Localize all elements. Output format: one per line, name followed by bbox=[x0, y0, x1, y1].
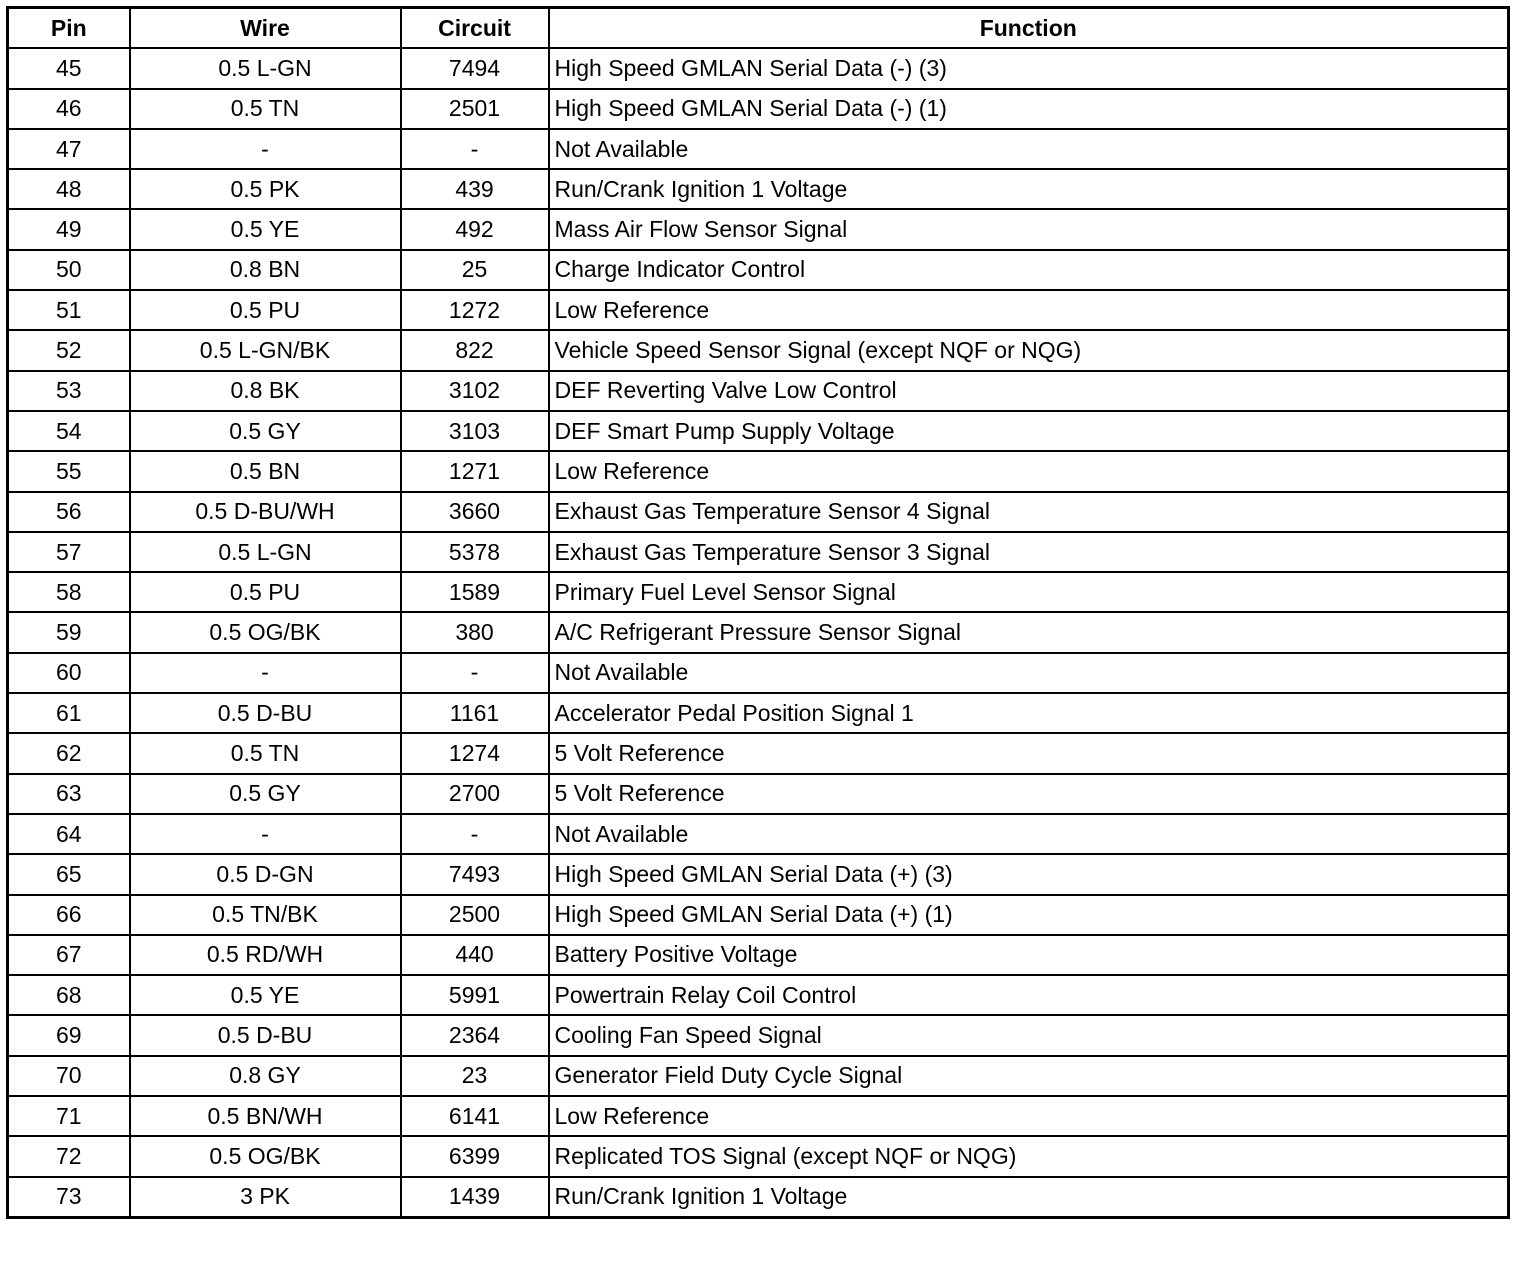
cell-pin: 54 bbox=[8, 411, 130, 451]
cell-function: Not Available bbox=[549, 653, 1509, 693]
cell-pin: 52 bbox=[8, 330, 130, 370]
cell-wire: 0.5 OG/BK bbox=[130, 612, 401, 652]
cell-pin: 50 bbox=[8, 250, 130, 290]
table-row bbox=[8, 854, 1509, 894]
table-row bbox=[8, 411, 1509, 451]
table-row bbox=[8, 612, 1509, 652]
cell-wire: 0.5 PU bbox=[130, 290, 401, 330]
cell-wire: 0.5 YE bbox=[130, 975, 401, 1015]
cell-circuit: 5991 bbox=[401, 975, 549, 1015]
cell-circuit: 7494 bbox=[401, 48, 549, 88]
cell-function: Exhaust Gas Temperature Sensor 4 Signal bbox=[549, 492, 1509, 532]
cell-pin: 62 bbox=[8, 733, 130, 773]
cell-pin: 55 bbox=[8, 451, 130, 491]
cell-function: Cooling Fan Speed Signal bbox=[549, 1015, 1509, 1055]
table-row bbox=[8, 209, 1509, 249]
cell-circuit: 3103 bbox=[401, 411, 549, 451]
cell-function: Vehicle Speed Sensor Signal (except NQF or NQG) bbox=[549, 330, 1509, 370]
cell-wire: 0.5 L-GN bbox=[130, 48, 401, 88]
cell-wire: 0.5 D-GN bbox=[130, 854, 401, 894]
cell-wire: 0.5 YE bbox=[130, 209, 401, 249]
cell-pin: 53 bbox=[8, 371, 130, 411]
cell-circuit: 2501 bbox=[401, 89, 549, 129]
cell-circuit: 6141 bbox=[401, 1096, 549, 1136]
cell-circuit: 1161 bbox=[401, 693, 549, 733]
cell-pin: 48 bbox=[8, 169, 130, 209]
table-row bbox=[8, 1056, 1509, 1096]
table-row bbox=[8, 371, 1509, 411]
cell-wire: 0.5 PU bbox=[130, 572, 401, 612]
cell-pin: 46 bbox=[8, 89, 130, 129]
cell-function: Generator Field Duty Cycle Signal bbox=[549, 1056, 1509, 1096]
cell-circuit: 2700 bbox=[401, 774, 549, 814]
cell-wire: 0.5 D-BU bbox=[130, 693, 401, 733]
table-row bbox=[8, 330, 1509, 370]
cell-pin: 68 bbox=[8, 975, 130, 1015]
cell-wire: - bbox=[130, 814, 401, 854]
cell-wire: - bbox=[130, 653, 401, 693]
table-row bbox=[8, 1136, 1509, 1176]
cell-pin: 45 bbox=[8, 48, 130, 88]
cell-function: High Speed GMLAN Serial Data (+) (1) bbox=[549, 895, 1509, 935]
cell-wire: 0.5 RD/WH bbox=[130, 935, 401, 975]
table-row bbox=[8, 935, 1509, 975]
cell-circuit: - bbox=[401, 814, 549, 854]
table-row bbox=[8, 733, 1509, 773]
header-circuit: Circuit bbox=[401, 8, 549, 49]
cell-circuit: 2364 bbox=[401, 1015, 549, 1055]
cell-circuit: 7493 bbox=[401, 854, 549, 894]
table-row bbox=[8, 451, 1509, 491]
cell-circuit: 3660 bbox=[401, 492, 549, 532]
cell-wire: 0.5 L-GN/BK bbox=[130, 330, 401, 370]
table-row bbox=[8, 89, 1509, 129]
cell-wire: 0.5 PK bbox=[130, 169, 401, 209]
cell-function: Charge Indicator Control bbox=[549, 250, 1509, 290]
cell-circuit: 439 bbox=[401, 169, 549, 209]
cell-pin: 70 bbox=[8, 1056, 130, 1096]
cell-circuit: 1271 bbox=[401, 451, 549, 491]
table-row bbox=[8, 532, 1509, 572]
cell-wire: 0.8 GY bbox=[130, 1056, 401, 1096]
cell-pin: 67 bbox=[8, 935, 130, 975]
cell-function: Not Available bbox=[549, 814, 1509, 854]
cell-wire: 0.5 TN bbox=[130, 733, 401, 773]
cell-wire: 0.8 BN bbox=[130, 250, 401, 290]
cell-circuit: 1274 bbox=[401, 733, 549, 773]
cell-function: High Speed GMLAN Serial Data (+) (3) bbox=[549, 854, 1509, 894]
table-row bbox=[8, 250, 1509, 290]
cell-function: Low Reference bbox=[549, 451, 1509, 491]
cell-wire: 0.5 BN bbox=[130, 451, 401, 491]
cell-pin: 61 bbox=[8, 693, 130, 733]
table-row bbox=[8, 1177, 1509, 1218]
header-wire: Wire bbox=[130, 8, 401, 49]
cell-wire: 0.5 GY bbox=[130, 411, 401, 451]
cell-function: Low Reference bbox=[549, 290, 1509, 330]
cell-circuit: 1272 bbox=[401, 290, 549, 330]
cell-wire: 0.8 BK bbox=[130, 371, 401, 411]
header-row bbox=[8, 8, 1509, 49]
cell-circuit: 23 bbox=[401, 1056, 549, 1096]
cell-pin: 71 bbox=[8, 1096, 130, 1136]
cell-circuit: 3102 bbox=[401, 371, 549, 411]
cell-wire: 3 PK bbox=[130, 1177, 401, 1218]
header-pin: Pin bbox=[8, 8, 130, 49]
cell-pin: 64 bbox=[8, 814, 130, 854]
cell-function: Exhaust Gas Temperature Sensor 3 Signal bbox=[549, 532, 1509, 572]
cell-circuit: 6399 bbox=[401, 1136, 549, 1176]
cell-pin: 58 bbox=[8, 572, 130, 612]
table-row bbox=[8, 492, 1509, 532]
table-row bbox=[8, 774, 1509, 814]
cell-wire: 0.5 BN/WH bbox=[130, 1096, 401, 1136]
cell-function: Powertrain Relay Coil Control bbox=[549, 975, 1509, 1015]
cell-wire: 0.5 TN bbox=[130, 89, 401, 129]
cell-function: DEF Reverting Valve Low Control bbox=[549, 371, 1509, 411]
table-row bbox=[8, 572, 1509, 612]
cell-function: Not Available bbox=[549, 129, 1509, 169]
connector-pinout-table bbox=[6, 6, 1510, 1219]
cell-function: Mass Air Flow Sensor Signal bbox=[549, 209, 1509, 249]
cell-circuit: 822 bbox=[401, 330, 549, 370]
cell-pin: 47 bbox=[8, 129, 130, 169]
table-row bbox=[8, 1015, 1509, 1055]
cell-function: Replicated TOS Signal (except NQF or NQG) bbox=[549, 1136, 1509, 1176]
cell-function: 5 Volt Reference bbox=[549, 774, 1509, 814]
table-row bbox=[8, 975, 1509, 1015]
cell-function: Accelerator Pedal Position Signal 1 bbox=[549, 693, 1509, 733]
table-row bbox=[8, 895, 1509, 935]
cell-function: High Speed GMLAN Serial Data (-) (1) bbox=[549, 89, 1509, 129]
cell-wire: - bbox=[130, 129, 401, 169]
cell-pin: 59 bbox=[8, 612, 130, 652]
cell-function: 5 Volt Reference bbox=[549, 733, 1509, 773]
cell-pin: 63 bbox=[8, 774, 130, 814]
table-row bbox=[8, 814, 1509, 854]
table-row bbox=[8, 129, 1509, 169]
cell-circuit: - bbox=[401, 129, 549, 169]
table-row bbox=[8, 1096, 1509, 1136]
cell-function: High Speed GMLAN Serial Data (-) (3) bbox=[549, 48, 1509, 88]
cell-pin: 72 bbox=[8, 1136, 130, 1176]
cell-pin: 49 bbox=[8, 209, 130, 249]
cell-circuit: 492 bbox=[401, 209, 549, 249]
table-row bbox=[8, 653, 1509, 693]
cell-function: Run/Crank Ignition 1 Voltage bbox=[549, 169, 1509, 209]
cell-function: Battery Positive Voltage bbox=[549, 935, 1509, 975]
cell-function: Primary Fuel Level Sensor Signal bbox=[549, 572, 1509, 612]
header-function: Function bbox=[549, 8, 1509, 49]
cell-wire: 0.5 D-BU/WH bbox=[130, 492, 401, 532]
table-row bbox=[8, 48, 1509, 88]
cell-circuit: - bbox=[401, 653, 549, 693]
cell-circuit: 440 bbox=[401, 935, 549, 975]
cell-wire: 0.5 OG/BK bbox=[130, 1136, 401, 1176]
cell-circuit: 1439 bbox=[401, 1177, 549, 1218]
cell-circuit: 380 bbox=[401, 612, 549, 652]
table-body bbox=[8, 48, 1509, 1217]
cell-pin: 60 bbox=[8, 653, 130, 693]
cell-circuit: 2500 bbox=[401, 895, 549, 935]
cell-pin: 66 bbox=[8, 895, 130, 935]
cell-circuit: 1589 bbox=[401, 572, 549, 612]
cell-function: DEF Smart Pump Supply Voltage bbox=[549, 411, 1509, 451]
cell-pin: 57 bbox=[8, 532, 130, 572]
cell-pin: 65 bbox=[8, 854, 130, 894]
cell-wire: 0.5 TN/BK bbox=[130, 895, 401, 935]
cell-circuit: 25 bbox=[401, 250, 549, 290]
table-row bbox=[8, 169, 1509, 209]
cell-pin: 69 bbox=[8, 1015, 130, 1055]
cell-circuit: 5378 bbox=[401, 532, 549, 572]
cell-function: Low Reference bbox=[549, 1096, 1509, 1136]
cell-wire: 0.5 GY bbox=[130, 774, 401, 814]
cell-pin: 73 bbox=[8, 1177, 130, 1218]
cell-pin: 56 bbox=[8, 492, 130, 532]
table-row bbox=[8, 290, 1509, 330]
cell-function: A/C Refrigerant Pressure Sensor Signal bbox=[549, 612, 1509, 652]
cell-wire: 0.5 D-BU bbox=[130, 1015, 401, 1055]
table-header bbox=[8, 8, 1509, 49]
cell-function: Run/Crank Ignition 1 Voltage bbox=[549, 1177, 1509, 1218]
cell-wire: 0.5 L-GN bbox=[130, 532, 401, 572]
cell-pin: 51 bbox=[8, 290, 130, 330]
table-row bbox=[8, 693, 1509, 733]
